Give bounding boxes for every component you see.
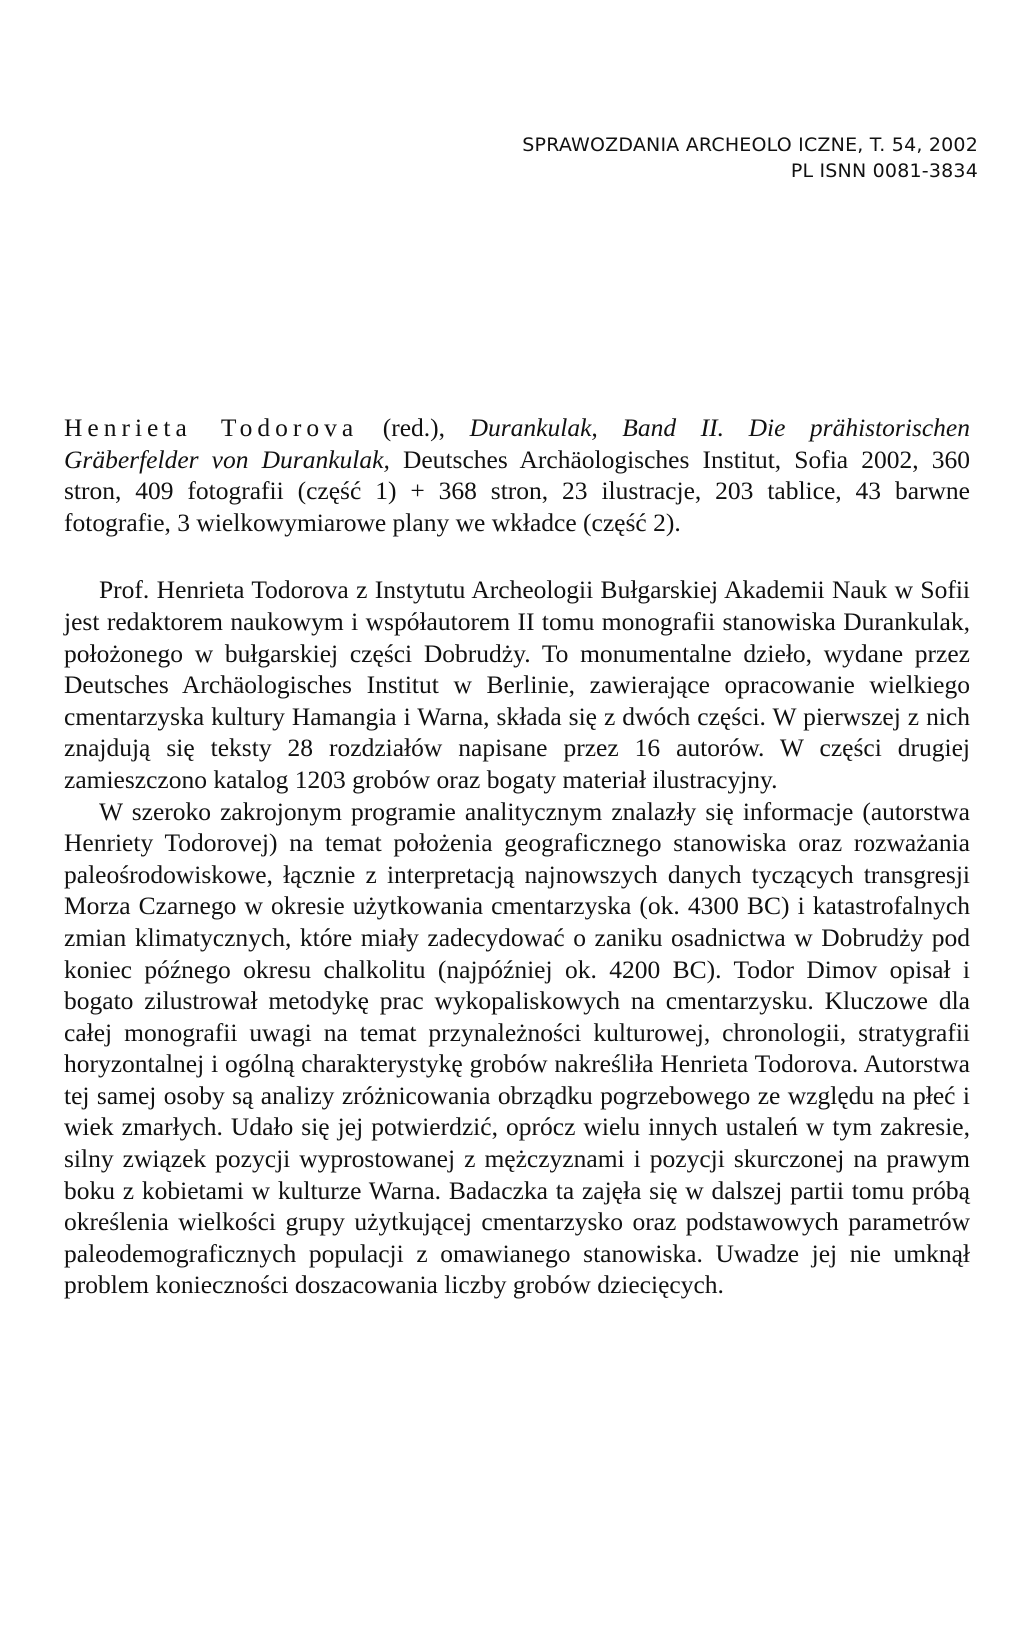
review-body — [64, 412, 970, 1301]
citation-details: Deutsches Archäologisches Institut, Sofia 2002, 360 stron, 409 fotografii (część 1) + 368 stron, 23 ilustracje, 203 tablice, 43 barwne fotografie, 3 wielkowymiarowe plany we wkładce (część 2). — [64, 444, 970, 537]
bibliographic-citation — [64, 412, 970, 538]
citation-author: Henrieta Todorova — [64, 413, 359, 442]
citation-editor-note: (red.), — [358, 413, 470, 442]
journal-title-line: SPRAWOZDANIA ARCHEOLO ICZNE, T. 54, 2002 — [522, 134, 978, 156]
paragraph: W szeroko zakrojonym programie analitycznym znalazły się informacje (autorstwa Henriety Todorovej) na temat położenia geograficznego stanowiska oraz rozważania paleośrodowiskowe, łącznie z interpretacją najnowszych danych tyczących transgresji Morza Czarnego w okresie użytkowania cmentarzyska (ok. 4300 BC) i katastrofalnych zmian klimatycznych, które miały zadecydować o zaniku osadnictwa w Dobrudży pod koniec późnego okresu chalkolitu (najpóźniej ok. 4200 BC). Todor Dimov opisał i bogato zilustrował metodykę prac wykopaliskowych na cmentarzysku. Kluczowe dla całej monografii uwagi na temat przynależności kulturowej, chronologii, stratygrafii horyzontalnej i ogólną charakterystykę grobów nakreśliła Henrieta Todorova. Autorstwa tej samej osoby są analizy zróżnicowania obrządku pogrzebowego ze względu na płeć i wiek zmarłych. Udało się jej potwierdzić, oprócz wielu innych ustaleń w tym zakresie, silny związek pozycji wyprostowanej z mężczyznami i pozycji skurczonej na prawym boku z kobietami w kulturze Warna. Badaczka ta zajęła się w dalszej partii tomu próbą określenia wielkości grupy użytkującej cmentarzysko oraz podstawowych parametrów paleodemograficznych populacji z omawianego stanowiska. Uwadze jej nie umknął problem konieczności doszacowania liczby grobów dziecięcych. — [64, 796, 970, 1300]
citation-title: Durankulak, Band II. Die prähistorischen Gräberfelder von Durankulak, — [64, 413, 971, 474]
issn-line: PL ISNN 0081-3834 — [790, 160, 978, 182]
paragraph: Prof. Henrieta Todorova z Instytutu Archeologii Bułgarskiej Akademii Nauk w Sofii jest redaktorem naukowym i współautorem II tomu monografii stanowiska Durankulak, położonego w bułgarskiej części Dobrudży. To monumentalne dzieło, wydane przez Deutsches Archäologisches Institut w Berlinie, zawierające opracowanie wielkiego cmentarzyska kultury Hamangia i Warna, składa się z dwóch części. W pierwszej z nich znajdują się teksty 28 rozdziałów napisane przez 16 autorów. W części drugiej zamieszczono katalog 1203 grobów oraz bogaty materiał ilustracyjny. — [64, 575, 970, 794]
journal-header — [522, 132, 978, 184]
